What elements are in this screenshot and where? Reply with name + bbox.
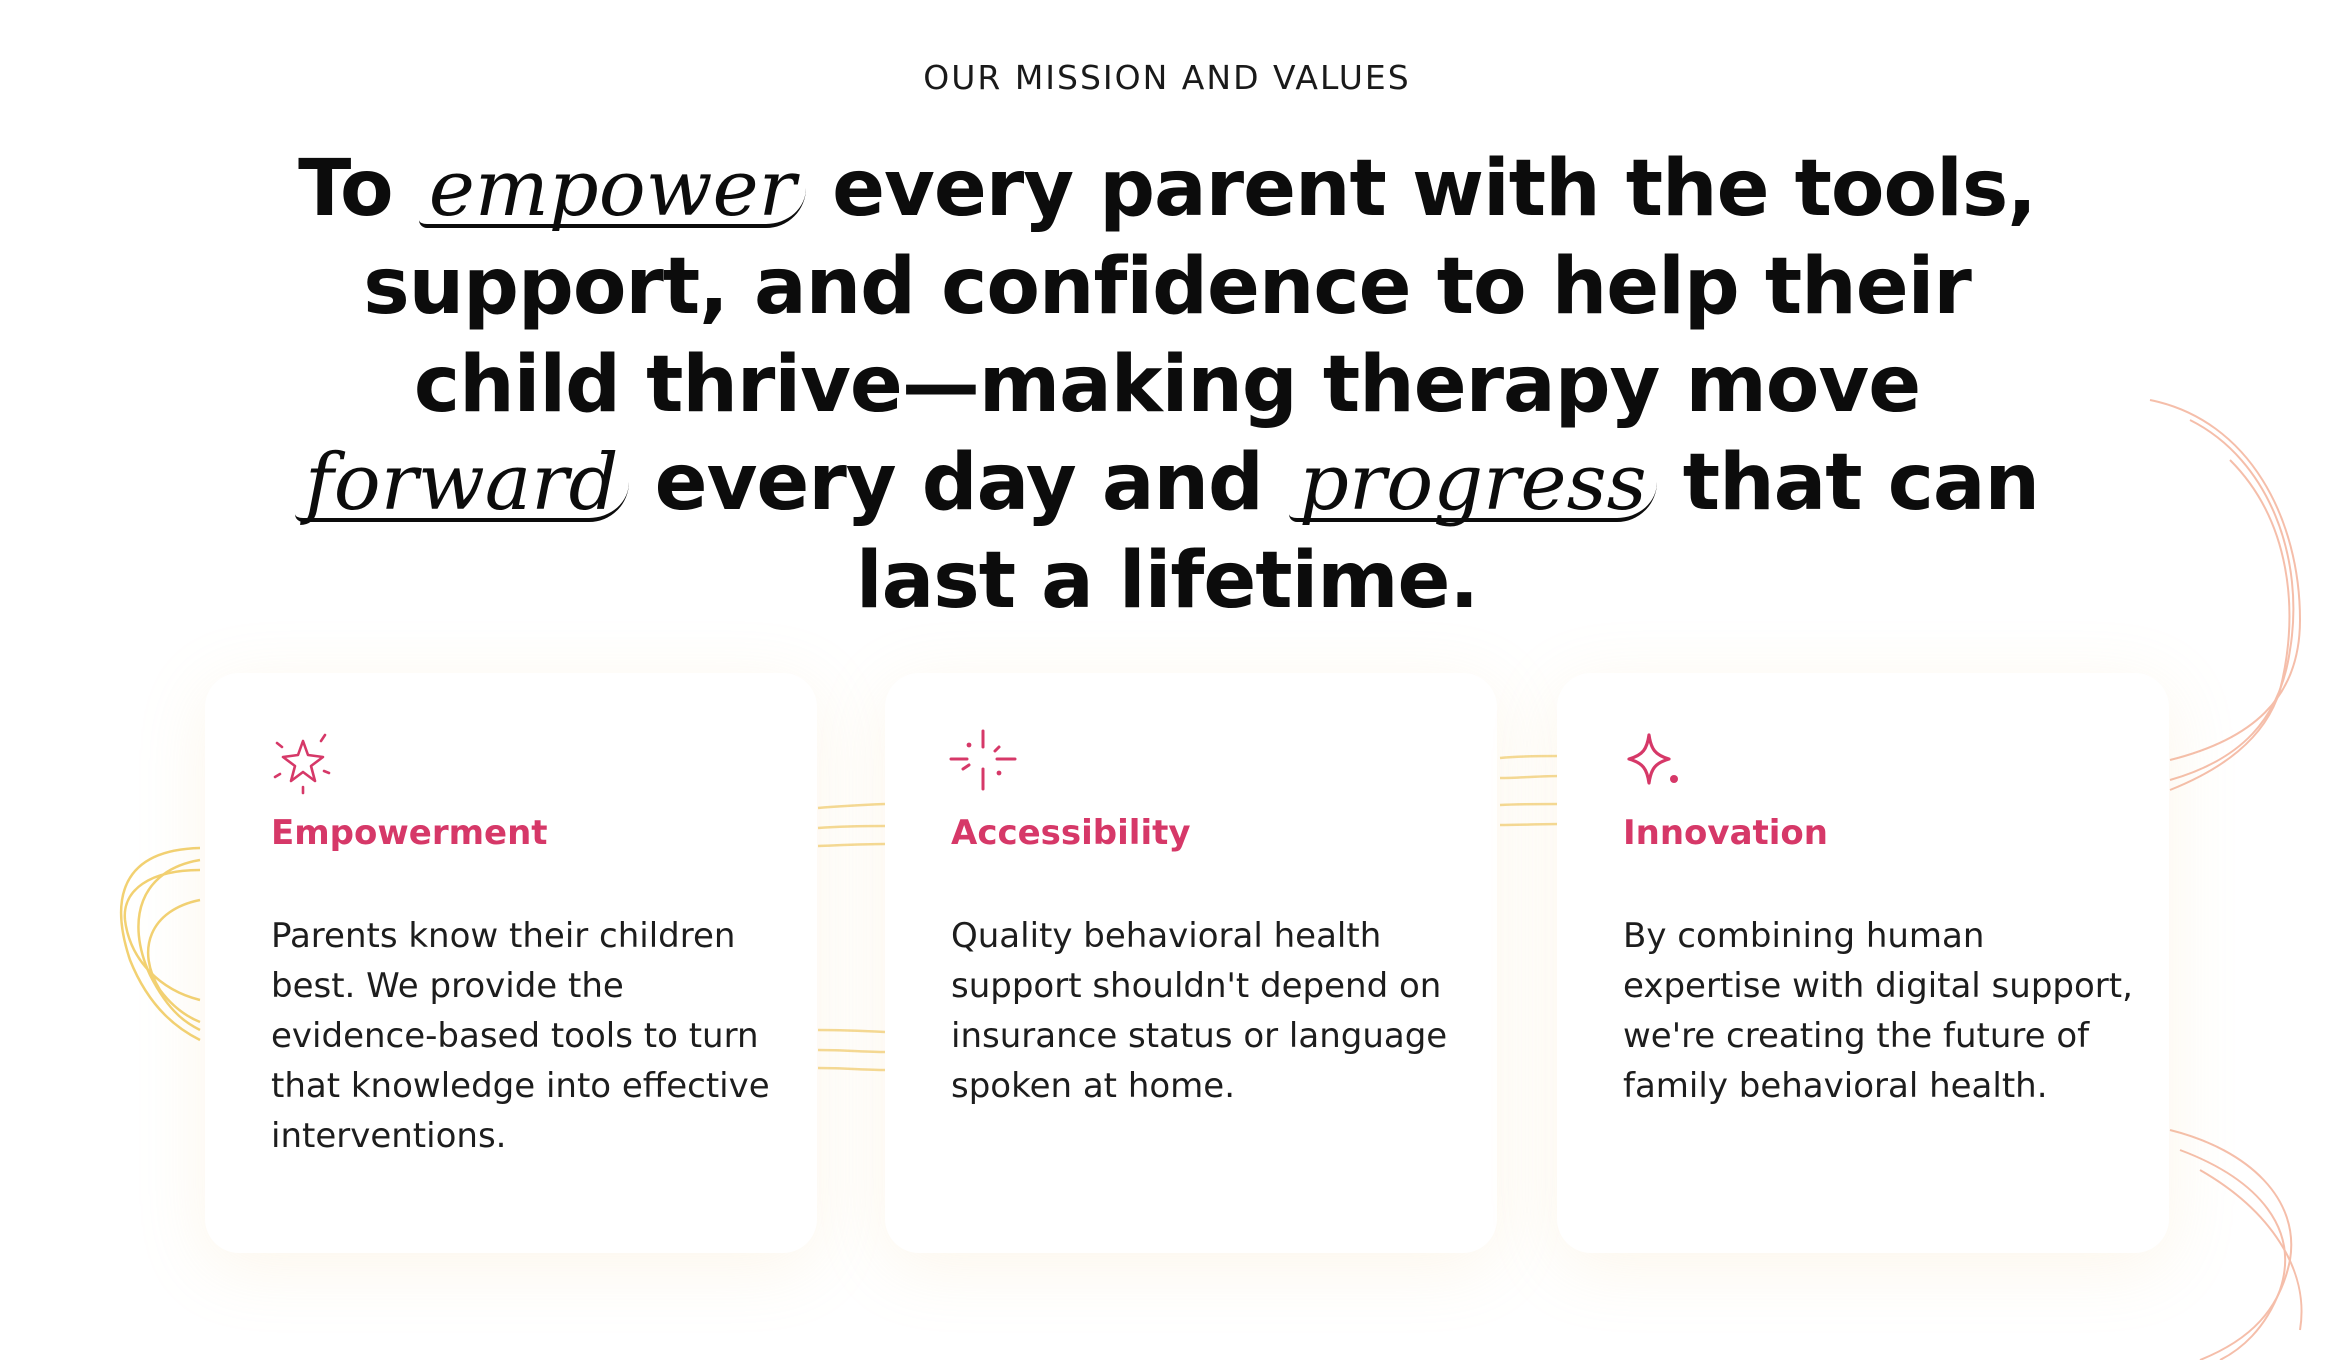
four-point-star-icon xyxy=(1619,725,1691,797)
value-card-innovation xyxy=(1557,673,2169,1253)
mission-text-1: To xyxy=(298,144,393,234)
value-title: Innovation xyxy=(1623,813,1828,853)
value-description: Parents know their children best. We provide the evidence-based tools to turn that knowledge into effective interventions. xyxy=(271,916,770,1156)
value-description: Quality behavioral health support shouldn't depend on insurance status or language spoken at home. xyxy=(951,916,1448,1106)
value-card-empowerment xyxy=(205,673,817,1253)
mission-text-3: every day and xyxy=(654,438,1263,528)
value-title: Accessibility xyxy=(951,813,1191,853)
mission-text-4: that can last a lifetime. xyxy=(855,438,2040,626)
mission-text-2: every parent with the tools, support, and confidence to help their child thrive—making therapy move xyxy=(363,144,2036,430)
mission-statement xyxy=(267,140,2067,630)
sparkle-outline-icon xyxy=(267,725,339,797)
value-description: By combining human expertise with digital support, we're creating the future of family behavioral health. xyxy=(1623,916,2133,1106)
value-card-accessibility xyxy=(885,673,1497,1253)
mission-accent-empower: empower xyxy=(419,154,806,228)
mission-accent-progress: progress xyxy=(1289,448,1657,522)
section-eyebrow: OUR MISSION AND VALUES xyxy=(923,58,1411,97)
value-title: Empowerment xyxy=(271,813,548,853)
burst-lines-icon xyxy=(947,725,1019,797)
mission-accent-forward: forward xyxy=(295,448,629,522)
